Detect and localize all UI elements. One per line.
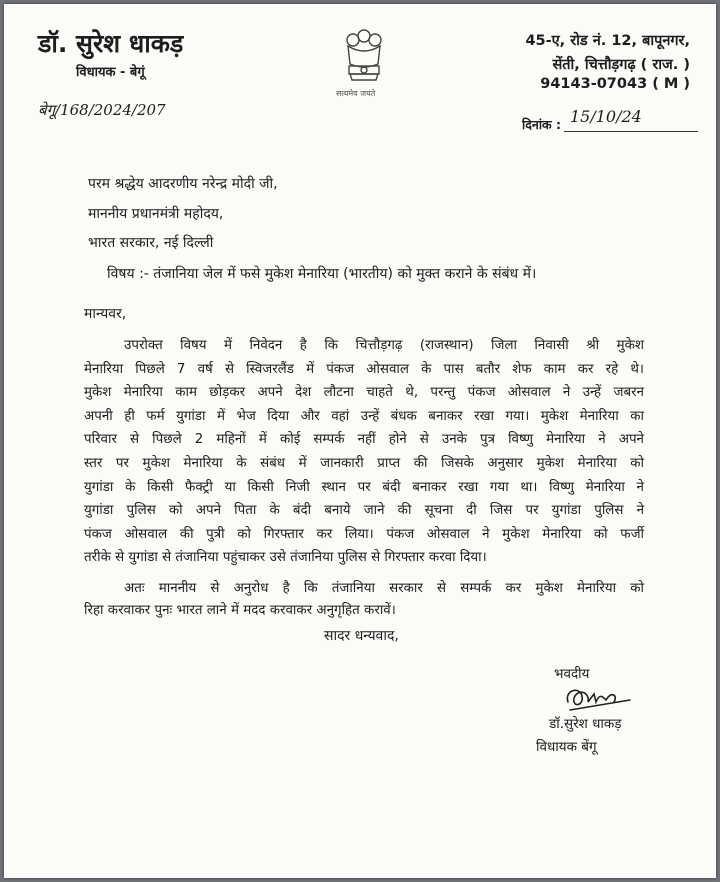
- date-value: 15/10/24: [570, 107, 642, 126]
- body-line: पंकज ओसवाल की पुत्री को गिरफ्तार कर लिया। पंकज ओसवाल ने मुकेश मेनारिया को फर्जी: [84, 526, 644, 542]
- salutation: मान्यवर,: [84, 306, 127, 322]
- letter-sheet: [4, 4, 716, 878]
- body-line: स्तर पर मुकेश मेनारिया के संबंध में जानकारी प्राप्त की जिसके अनुसार मुकेश मेनारिया को: [84, 455, 644, 471]
- closing-yours: भवदीय: [554, 666, 590, 682]
- request-line: रिहा करवाकर पुनः भारत लाने में मदद करवाकर अनुगृहित करावें।: [84, 603, 396, 618]
- body-line: मुकेश मेनारिया काम छोड़कर अपने देश लौटना चाहते थे, परन्तु पंकज ओसवाल ने उन्हें जबरन: [84, 385, 644, 401]
- date-underline: [564, 131, 698, 132]
- body-line: मेनारिया पिछले 7 वर्ष से स्विजरलैंड में पंकज ओसवाल के पास बतौर शेफ काम कर रहे थे।: [84, 361, 644, 377]
- reference-number: बेगू/168/2024/207: [38, 101, 166, 119]
- body-line: युगांडा के किसी फैक्ट्री या किसी निजी स्थान पर बंदी बनाकर रखा गया था। विष्णु मेनारिया ने: [84, 479, 644, 495]
- letter-body: [84, 334, 644, 570]
- address-line-2: सेंती, चित्तौड़गढ़ ( राज. ): [552, 57, 690, 73]
- date-label: दिनांक :: [522, 117, 562, 132]
- signatory-name: डॉ.सुरेश धाकड़: [549, 716, 622, 732]
- recipient-line-1: परम श्रद्धेय आदरणीय नरेन्द्र मोदी जी,: [88, 176, 278, 192]
- body-line: युगांडा पुलिस को अपने पिता के बंदी बनाये जाने की सूचना दी जिस पर युगांडा पुलिस ने: [84, 503, 644, 519]
- thanks-line: सादर धन्यवाद,: [324, 628, 399, 644]
- request-line: अतः माननीय से अनुरोध है कि तंजानिया सरकार से सम्पर्क कर मुकेश मेनारिया को: [124, 581, 644, 596]
- address-line-1: 45-ए, रोड नं. 12, बापूनगर,: [525, 33, 690, 49]
- subject-line: विषय :- तंजानिया जेल में फसे मुकेश मेनारिया (भारतीय) को मुक्त कराने के संबंध में।: [107, 266, 537, 282]
- emblem-caption: सत्यमेव जयते: [336, 89, 376, 98]
- handwritten-signature-icon: [560, 680, 636, 716]
- letterhead-designation: विधायक - बेगूं: [76, 65, 145, 80]
- body-line: परिवार से पिछले 2 महिनों में कोई सम्पर्क नहीं होने से उनके पुत्र विष्णु मेनारिया ने अपने: [84, 432, 644, 448]
- request-paragraph: [84, 578, 644, 622]
- body-line: उपरोक्त विषय में निवेदन है कि चित्तौड़गढ़ (राजस्थान) जिला निवासी श्री मुकेश: [124, 338, 644, 353]
- signatory-designation: विधायक बेंगू: [536, 739, 597, 755]
- recipient-line-2: माननीय प्रधानमंत्री महोदय,: [88, 206, 224, 222]
- recipient-line-3: भारत सरकार, नई दिल्ली: [88, 235, 214, 251]
- body-line: तरीके से युगांडा से तंजानिया पहुंचाकर उसे तंजानिया पुलिस से गिरफ्तार करवा दिया।: [84, 550, 487, 566]
- letterhead-name: डॉ. सुरेश धाकड़: [38, 29, 184, 58]
- body-line: अपनी ही फर्म युगांडा में भेज दिया और वहां उन्हें बंधक बनाकर रखा गया। मुकेश मेनारिया का: [84, 408, 644, 424]
- phone-number: 94143-07043 ( M ): [540, 76, 690, 92]
